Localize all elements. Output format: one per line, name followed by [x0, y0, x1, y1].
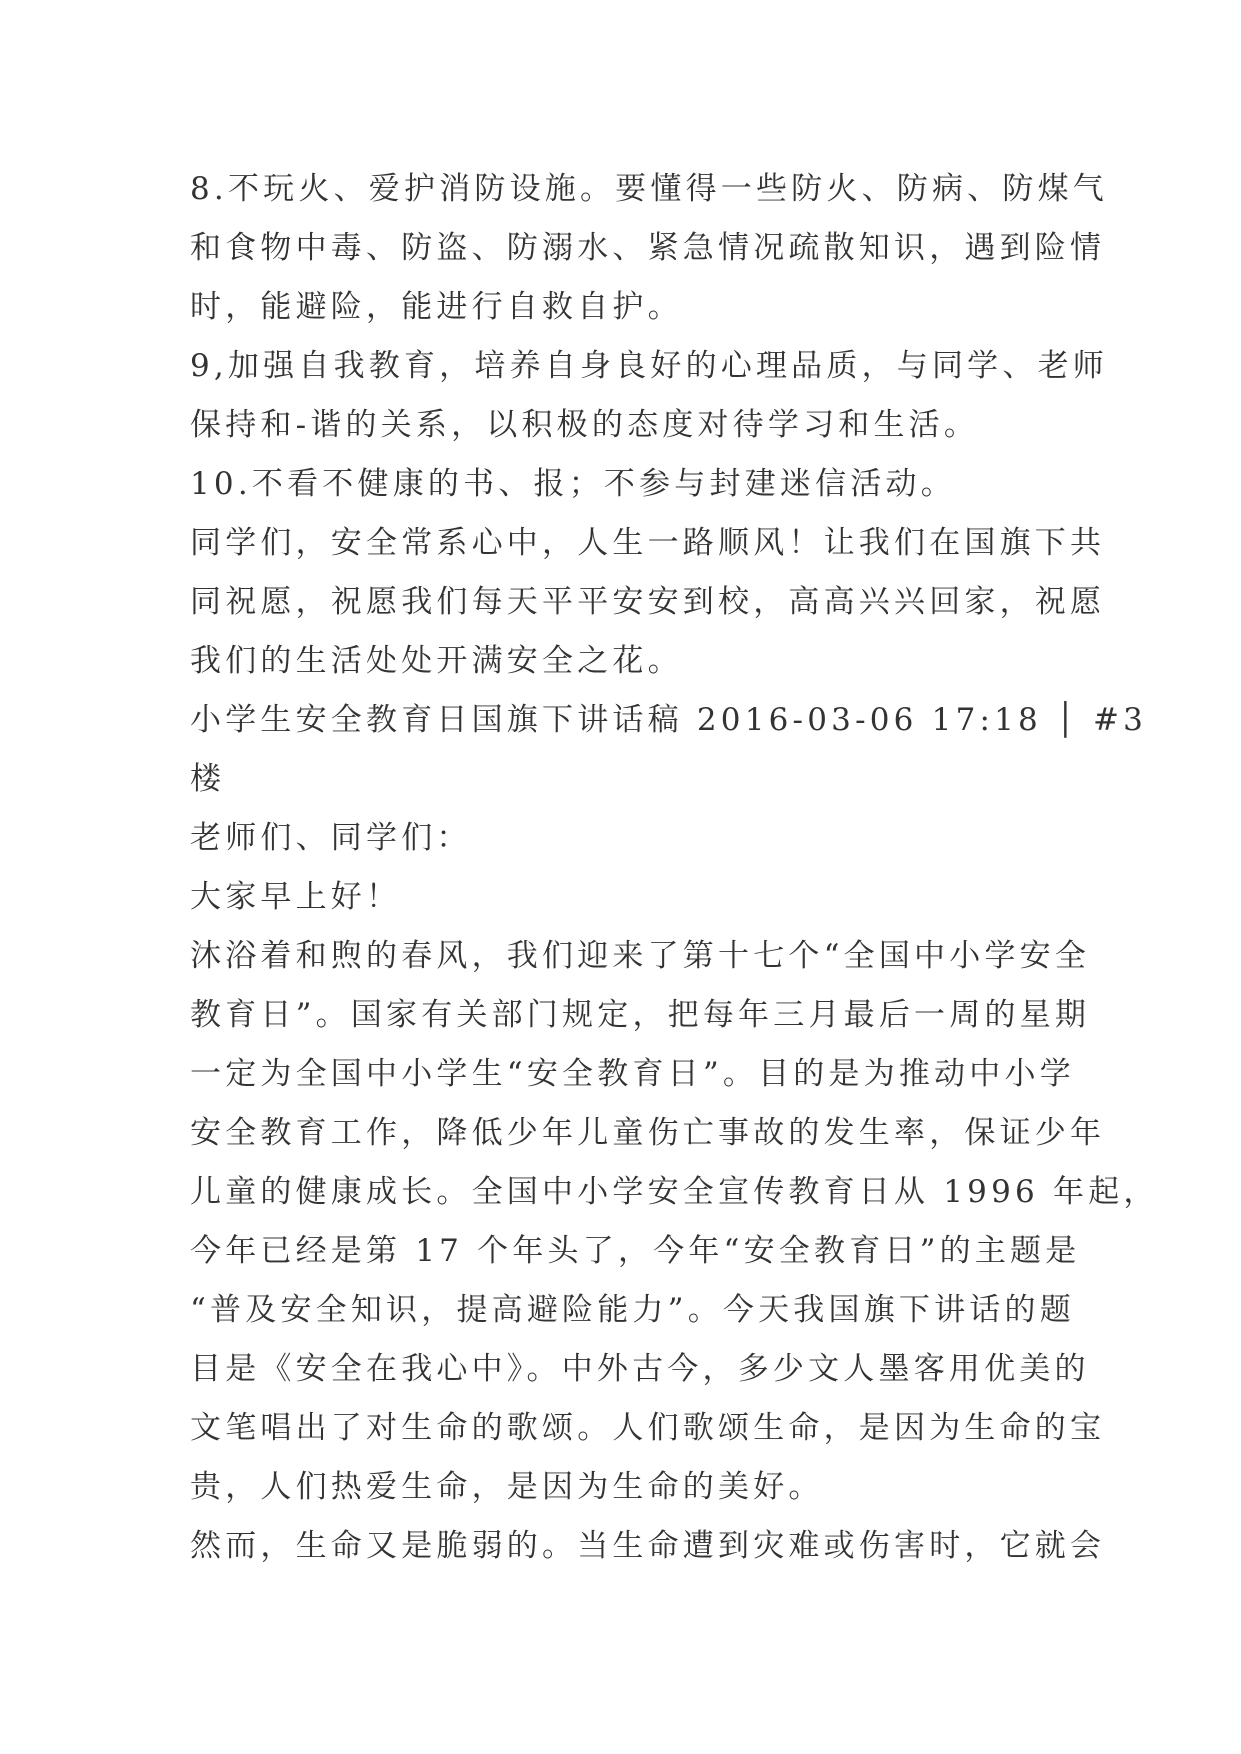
text-line: 和食物中毒、防盗、防溺水、紧急情况疏散知识，遇到险情 [190, 230, 1106, 266]
paragraph-however [190, 1517, 1106, 1576]
text-line: 9,加强自我教育，培养自身良好的心理品质，与同学、老师 [190, 348, 1108, 384]
text-line: 一定为全国中小学生“安全教育日”。目的是为推动中小学 [190, 1056, 1075, 1092]
post-header-line: 小学生安全教育日国旗下讲话稿 2016-03-06 17:18 │ #3 [190, 702, 1148, 738]
text-line: “普及安全知识，提高避险能力”。今天我国旗下讲话的题 [190, 1292, 1075, 1328]
paragraph-closing [190, 514, 1106, 691]
document-body [190, 160, 1159, 1576]
text-line: 然而，生命又是脆弱的。当生命遭到灾难或伤害时，它就会 [190, 1528, 1106, 1564]
text-line: 教育日”。国家有关部门规定，把每年三月最后一周的星期 [190, 997, 1091, 1033]
text-line: 时，能避险，能进行自救自护。 [190, 289, 683, 325]
text-line: 今年已经是第 17 个年头了，今年“安全教育日”的主题是 [190, 1233, 1081, 1269]
text-line: 老师们、同学们： [190, 820, 472, 856]
paragraph-greeting [190, 809, 1070, 868]
text-line: 同祝愿，祝愿我们每天平平安安到校，高高兴兴回家，祝愿 [190, 584, 1106, 620]
paragraph-item-10 [190, 455, 1070, 514]
text-line: 目是《安全在我心中》。中外古今，多少文人墨客用优美的 [190, 1351, 1090, 1387]
text-line: 儿童的健康成长。全国中小学安全宣传教育日从 1996 年起， [190, 1174, 1159, 1210]
text-line: 8.不玩火、爱护消防设施。要懂得一些防火、防病、防煤气 [190, 171, 1108, 207]
post-header-line: 楼 [190, 761, 226, 797]
paragraph-morning [190, 868, 1070, 927]
paragraph-item-9 [190, 337, 1108, 455]
paragraph-intro [190, 927, 1159, 1517]
text-line: 大家早上好！ [190, 879, 402, 915]
text-line: 同学们，安全常系心中，人生一路顺风！让我们在国旗下共 [190, 525, 1106, 561]
text-line: 沐浴着和煦的春风，我们迎来了第十七个“全国中小学安全 [190, 938, 1091, 974]
text-line: 安全教育工作，降低少年儿童伤亡事故的发生率，保证少年 [190, 1115, 1106, 1151]
text-line: 贵，人们热爱生命，是因为生命的美好。 [190, 1469, 824, 1505]
text-line: 文笔唱出了对生命的歌颂。人们歌颂生命，是因为生命的宝 [190, 1410, 1106, 1446]
post-header [190, 691, 1148, 809]
text-line: 保持和-谐的关系，以积极的态度对待学习和生活。 [190, 407, 980, 443]
paragraph-item-8 [190, 160, 1108, 337]
text-line: 10.不看不健康的书、报；不参与封建迷信活动。 [190, 466, 956, 502]
text-line: 我们的生活处处开满安全之花。 [190, 643, 683, 679]
